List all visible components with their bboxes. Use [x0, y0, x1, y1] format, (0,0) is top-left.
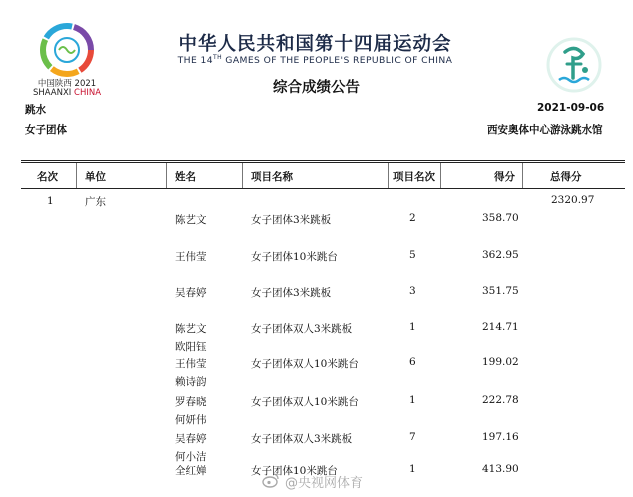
- team-total: 2320.97: [551, 194, 595, 206]
- event-score: 199.02: [482, 356, 519, 368]
- event-score: 197.16: [482, 431, 519, 443]
- athlete-name: 陈艺文: [175, 323, 207, 335]
- athlete-name: 王伟莹: [175, 251, 207, 263]
- event-name: 女子团体双人10米跳台: [251, 358, 359, 370]
- col-divider: [388, 163, 389, 188]
- col-divider: [440, 163, 441, 188]
- event-score: 214.71: [482, 321, 519, 333]
- watermark-text: @央视网体育: [285, 476, 364, 491]
- document-title: 综合成绩公告: [273, 80, 360, 96]
- athlete-name-partner: 欧阳钰: [175, 341, 207, 353]
- event-score: 413.90: [482, 463, 519, 475]
- logo-text-cn: 中国陕西 2021: [37, 79, 97, 89]
- header-top-rule: [21, 160, 625, 161]
- games-subtitle: THE 14TH GAMES OF THE PEOPLE'S REPUBLIC OF CHINA: [177, 54, 453, 67]
- logo-text-en-a: SHAANXI: [32, 88, 72, 98]
- col-divider: [522, 163, 523, 188]
- event-score: 351.75: [482, 285, 519, 297]
- athlete-name: 王伟莹: [175, 358, 207, 370]
- event-name: 女子团体10米跳台: [251, 465, 338, 477]
- col-divider: [242, 163, 243, 188]
- team-unit: 广东: [85, 196, 106, 208]
- event-rank: 6: [409, 356, 416, 368]
- games-title: 中华人民共和国第十四届运动会: [178, 34, 452, 55]
- event-name: 女子团体双人3米跳板: [251, 323, 353, 335]
- date-label: 2021-09-06: [537, 102, 605, 114]
- col-header-name: 姓名: [175, 171, 196, 183]
- header-bottom-rule: [21, 188, 625, 189]
- col-header-rank: 名次: [37, 171, 58, 183]
- col-header-event: 项目名称: [251, 171, 293, 183]
- athlete-name: 全红婵: [175, 465, 207, 477]
- event-rank: 1: [409, 463, 416, 475]
- col-header-unit: 单位: [85, 171, 106, 183]
- athlete-name-partner: 赖诗韵: [175, 376, 207, 388]
- event-rank: 2: [409, 212, 416, 224]
- event-score: 362.95: [482, 249, 519, 261]
- event-name: 女子团体双人10米跳台: [251, 396, 359, 408]
- event-name: 女子团体10米跳台: [251, 251, 338, 263]
- header-top-rule-2: [21, 162, 625, 163]
- col-divider: [166, 163, 167, 188]
- event-label: 女子团体: [25, 124, 67, 136]
- athlete-name: 罗春晓: [175, 396, 207, 408]
- athlete-name-partner: 何小洁: [175, 451, 207, 463]
- weibo-icon: [262, 472, 280, 488]
- team-rank: 1: [47, 195, 54, 207]
- event-rank: 1: [409, 321, 416, 333]
- athlete-name: 吴春婷: [175, 433, 207, 445]
- athlete-name-partner: 何妍伟: [175, 414, 207, 426]
- logo-text-en-b: CHINA: [74, 88, 102, 98]
- event-rank: 1: [409, 394, 416, 406]
- venue-label: 西安奥体中心游泳跳水馆: [487, 124, 603, 136]
- event-name: 女子团体双人3米跳板: [251, 433, 353, 445]
- event-rank: 5: [409, 249, 416, 261]
- event-rank: 7: [409, 431, 416, 443]
- event-rank: 3: [409, 285, 416, 297]
- athlete-name: 吴春婷: [175, 287, 207, 299]
- col-header-score: 得分: [494, 171, 515, 183]
- col-header-total: 总得分: [550, 171, 582, 183]
- event-score: 222.78: [482, 394, 519, 406]
- col-header-event-rank: 项目名次: [393, 171, 435, 183]
- event-name: 女子团体3米跳板: [251, 214, 332, 226]
- event-score: 358.70: [482, 212, 519, 224]
- col-divider: [76, 163, 77, 188]
- event-name: 女子团体3米跳板: [251, 287, 332, 299]
- athlete-name: 陈艺文: [175, 214, 207, 226]
- sport-label: 跳水: [25, 104, 46, 116]
